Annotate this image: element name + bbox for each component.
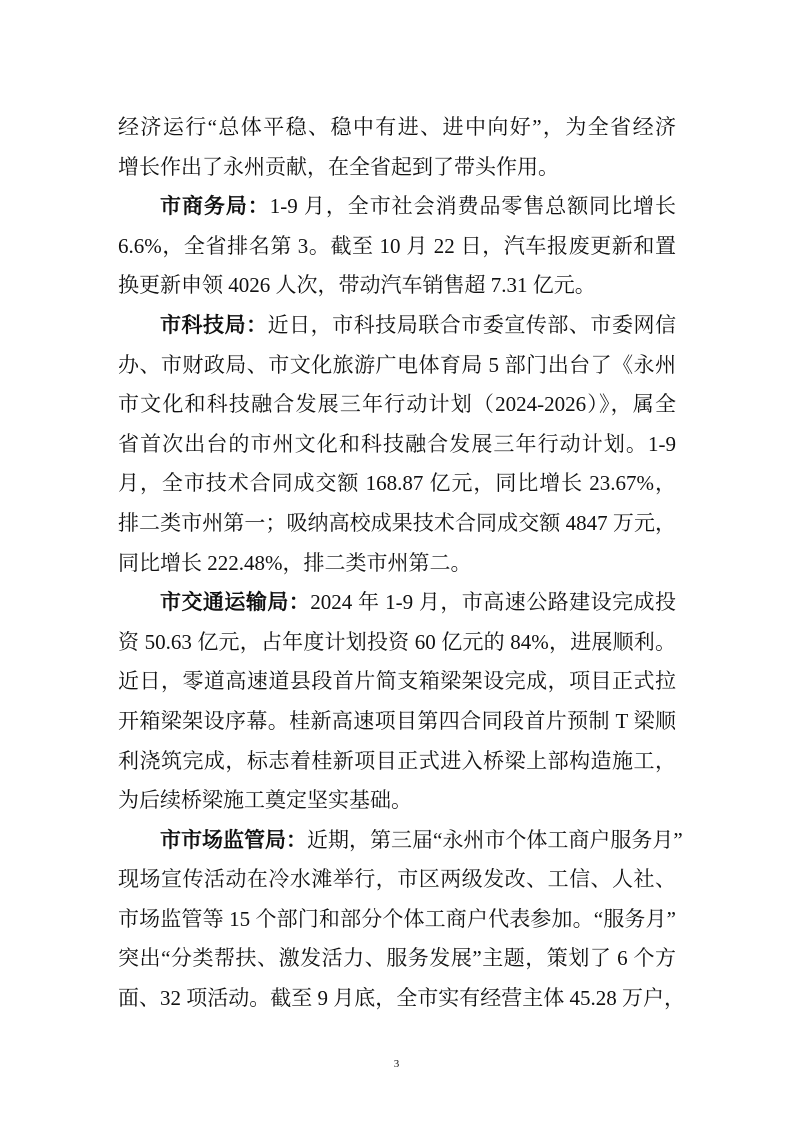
paragraph [118, 187, 676, 306]
section-lead: 市交通运输局： [160, 590, 311, 615]
text-line [118, 662, 676, 702]
text-line [118, 266, 676, 306]
text-line [118, 464, 676, 504]
paragraph [118, 821, 685, 1019]
text-line [118, 306, 676, 346]
text-line [118, 623, 676, 663]
line-text: 为后续桥梁施工奠定坚实基础。 [118, 788, 412, 813]
text-line [118, 504, 676, 544]
document-body [118, 108, 685, 1019]
line-text: 现场宣传活动在冷水滩举行，市区两级发改、工信、人社、 [118, 867, 676, 892]
line-text: 同比增长 222.48%，排二类市州第二。 [118, 550, 472, 575]
line-text: 近日，零道高速道县段首片简支箱梁架设完成，项目正式拉 [118, 669, 676, 694]
line-text: 利浇筑完成，标志着桂新项目正式进入桥梁上部构造施工， [118, 748, 676, 773]
line-text: 换更新申领 4026 人次，带动汽车销售超 7.31 亿元。 [118, 273, 596, 298]
line-text: 市文化和科技融合发展三年行动计划（2024-2026）》，属全 [118, 392, 676, 417]
line-text: 近期，第三届“永州市个体工商户服务月” [307, 827, 683, 852]
line-text: 1-9 月，全市社会消费品零售总额同比增长 [269, 194, 676, 219]
text-line [118, 108, 676, 148]
line-text: 面、32 项活动。截至 9 月底，全市实有经营主体 45.28 万户， [118, 986, 685, 1011]
text-line [118, 742, 676, 782]
line-text: 增长作出了永州贡献，在全省起到了带头作用。 [118, 154, 559, 179]
line-text: 月，全市技术合同成交额 168.87 亿元，同比增长 23.67%， [118, 471, 676, 496]
text-line [118, 583, 676, 623]
line-text: 省首次出台的市州文化和科技融合发展三年行动计划。1-9 [118, 431, 676, 456]
text-line [118, 860, 676, 900]
text-line [118, 702, 676, 742]
line-text: 排二类市州第一；吸纳高校成果技术合同成交额 4847 万元， [118, 510, 676, 535]
section-lead: 市商务局： [160, 194, 270, 219]
text-line [118, 227, 676, 267]
text-line [118, 821, 683, 861]
text-line [118, 544, 676, 584]
line-text: 开箱梁架设序幕。桂新高速项目第四合同段首片预制 T 梁顺 [118, 708, 676, 733]
paragraph [118, 583, 676, 821]
text-line [118, 425, 676, 465]
section-lead: 市市场监管局： [160, 827, 307, 852]
paragraph [118, 306, 676, 583]
line-text: 资 50.63 亿元，占年度计划投资 60 亿元的 84%，进展顺利。 [118, 629, 676, 654]
text-line [118, 187, 676, 227]
section-lead: 市科技局： [160, 312, 268, 337]
line-text: 2024 年 1-9 月，市高速公路建设完成投 [310, 590, 676, 615]
paragraph [118, 108, 676, 187]
text-line [118, 939, 676, 979]
page-number: 3 [393, 1058, 400, 1070]
line-text: 市场监管等 15 个部门和部分个体工商户代表参加。“服务月” [118, 906, 676, 931]
line-text: 突出“分类帮扶、激发活力、服务发展”主题，策划了 6 个方 [118, 946, 676, 971]
line-text: 办、市财政局、市文化旅游广电体育局 5 部门出台了《永州 [118, 352, 676, 377]
text-line [118, 900, 676, 940]
text-line [118, 148, 676, 188]
text-line [118, 979, 685, 1019]
text-line [118, 781, 676, 821]
text-line [118, 385, 676, 425]
line-text: 6.6%，全省排名第 3。截至 10 月 22 日，汽车报废更新和置 [118, 233, 676, 258]
line-text: 近日，市科技局联合市委宣传部、市委网信 [267, 312, 676, 337]
text-line [118, 346, 676, 386]
line-text: 经济运行“总体平稳、稳中有进、进中向好”，为全省经济 [118, 115, 676, 139]
